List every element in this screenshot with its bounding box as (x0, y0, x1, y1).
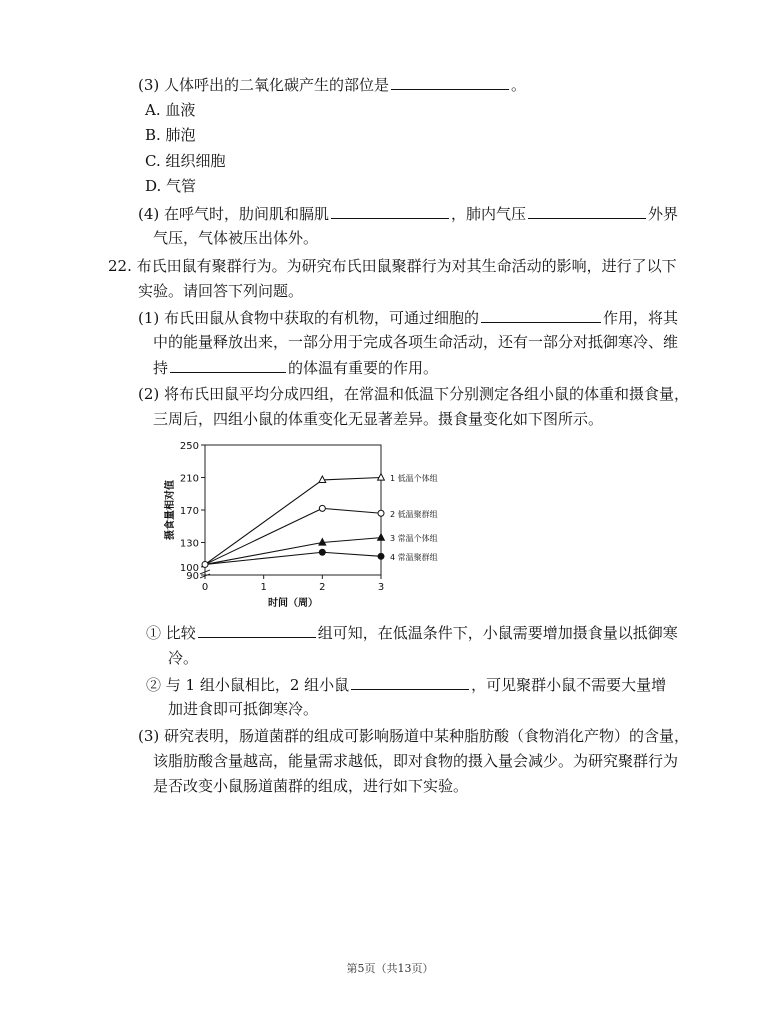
q22-p1-line1: (1) 布氏田鼠从食物中获取的有机物，可通过细胞的 作用，将其 (138, 309, 679, 327)
x-tick-label: 2 (319, 582, 326, 593)
legend-entry: 4 常温聚群组 (390, 552, 438, 562)
q22-s1-line1: ① 比较 组可知，在低温条件下，小鼠需要增加摄食量以抵御寒 (146, 624, 678, 642)
answer-blank[interactable] (528, 203, 646, 219)
option-b[interactable]: B. 肺泡 (145, 126, 196, 144)
q22-p3-line1: (3) 研究表明，肠道菌群的组成可影响肠道中某种脂肪酸（食物消化产物）的含量， (138, 727, 690, 745)
q22-s2-line2: 加进食即可抵御寒冷。 (168, 700, 319, 718)
y-tick-label: 170 (179, 506, 199, 517)
y-tick-label: 130 (179, 538, 199, 550)
food-intake-chart (160, 432, 460, 612)
answer-blank[interactable] (351, 674, 469, 690)
y-tick-label: 210 (179, 473, 199, 485)
data-point (378, 474, 385, 481)
option-a[interactable]: A. 血液 (145, 101, 196, 119)
data-point (378, 510, 384, 516)
series-line (205, 508, 381, 564)
x-axis-label: 时间（周） (268, 598, 318, 609)
page-footer: 第5页（共13页） (346, 962, 434, 975)
chart-axes (163, 441, 384, 609)
legend-entry: 3 常温个体组 (390, 534, 438, 544)
answer-blank[interactable] (331, 203, 449, 219)
y-tick-label: 250 (179, 441, 199, 452)
option-d[interactable]: D. 气管 (145, 177, 197, 195)
question-number: 22. (108, 257, 132, 275)
answer-blank[interactable] (481, 307, 601, 323)
option-c[interactable]: C. 组织细胞 (145, 152, 226, 170)
data-point (319, 505, 325, 511)
legend-entry: 1 低温个体组 (390, 474, 438, 483)
data-point (202, 561, 208, 567)
q22-p2-line1: (2) 将布氏田鼠平均分成四组，在常温和低温下分别测定各组小鼠的体重和摄食量， (138, 385, 690, 403)
data-point (378, 553, 384, 559)
q22-s1-line2: 冷。 (168, 649, 199, 667)
q22-intro-line1: 22. 布氏田鼠有聚群行为。为研究布氏田鼠聚群行为对其生命活动的影响，进行了以下 (108, 257, 677, 275)
x-tick-label: 3 (377, 582, 385, 593)
legend-entry: 2 低温聚群组 (390, 509, 438, 519)
y-axis-label: 摄食量相对值 (165, 480, 176, 540)
q4-line1: (4) 在呼气时，肋间肌和膈肌 ，肺内气压 外界 (138, 205, 679, 223)
q22-p3-line2: 该脂肪酸含量越高，能量需求越低，即对食物的摄入量会减少。为研究聚群行为 (153, 752, 679, 770)
data-point (319, 549, 325, 555)
q22-p1-line3: 持 的体温有重要的作用。 (153, 359, 439, 377)
q22-intro-line2: 实验。请回答下列问题。 (138, 282, 304, 300)
answer-blank[interactable] (170, 357, 286, 373)
q22-s2-line1: ② 与 1 组小鼠相比，2 组小鼠 ，可见聚群小鼠不需要大量增 (146, 676, 667, 694)
series-3 (205, 534, 384, 565)
q22-p3-line3: 是否改变小鼠肠道菌群的组成，进行如下实验。 (153, 777, 469, 795)
series-line (205, 552, 381, 564)
x-tick-label: 1 (260, 582, 267, 593)
answer-blank[interactable] (391, 74, 509, 90)
q22-p2-line2: 三周后，四组小鼠的体重变化无显著差异。摄食量变化如下图所示。 (153, 410, 604, 428)
data-point (319, 476, 326, 483)
data-point (378, 534, 385, 541)
chart-series (202, 474, 384, 568)
answer-blank[interactable] (198, 622, 316, 638)
q22-p1-line2: 中的能量释放出来，一部分用于完成各项生命活动，还有一部分对抵御寒冷、维 (153, 333, 679, 351)
q4-line2: 气压，气体被压出体外。 (153, 229, 319, 247)
y-tick-label: 90 (186, 571, 199, 582)
series-line (205, 538, 381, 565)
x-tick-label: 0 (201, 582, 209, 593)
q3-stem: (3) 人体呼出的二氧化碳产生的部位是 。 (138, 76, 527, 94)
chart-legend (390, 473, 438, 562)
series-1 (205, 474, 384, 565)
y-tick-label: 100 (179, 562, 199, 574)
